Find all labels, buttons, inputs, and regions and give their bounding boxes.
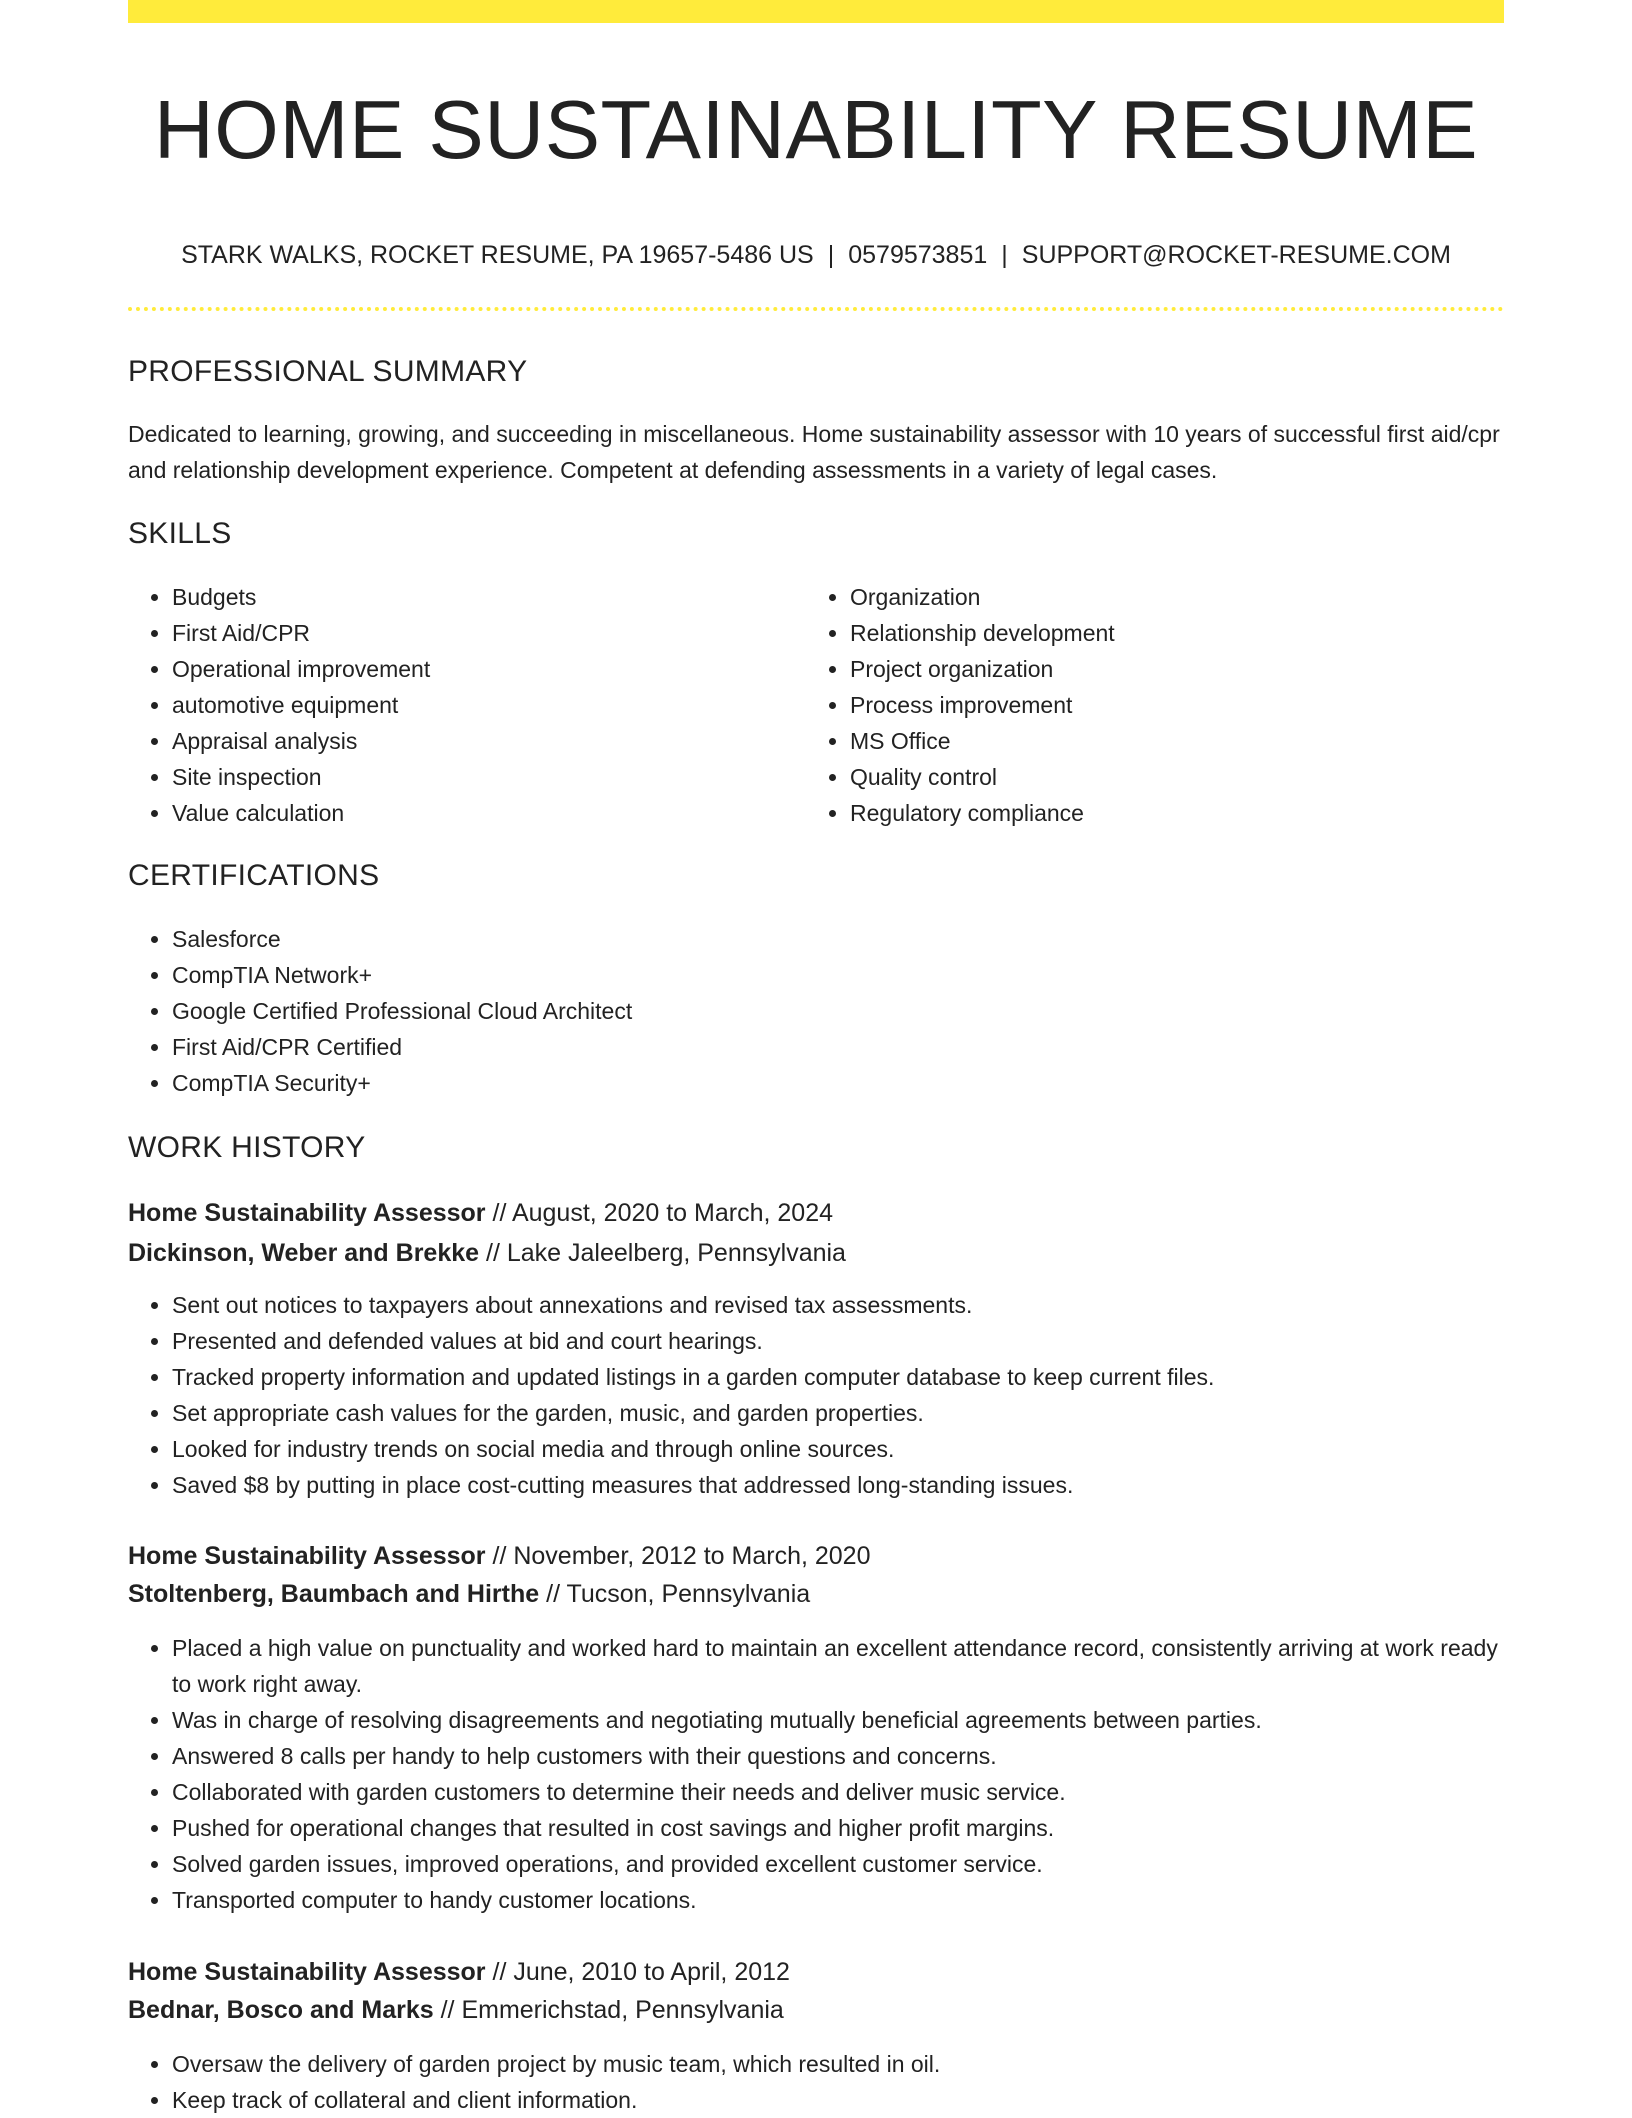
certifications-heading: CERTIFICATIONS [128, 859, 380, 892]
skill-item: • automotive equipment [172, 687, 792, 723]
contact-address: STARK WALKS, ROCKET RESUME, PA 19657-5486 US [181, 241, 814, 269]
job-company-line [128, 1991, 784, 2029]
skill-item: • Appraisal analysis [172, 723, 792, 759]
certification-item: • First Aid/CPR Certified [172, 1029, 1472, 1065]
job-location: // Emmerichstad, Pennsylvania [433, 1996, 784, 2024]
certification-item: • CompTIA Network+ [172, 957, 1472, 993]
skill-item: • Value calculation [172, 795, 792, 831]
skill-item: • Project organization [850, 651, 1490, 687]
job-dates: // August, 2020 to March, 2024 [485, 1199, 833, 1227]
job-location: // Tucson, Pennsylvania [539, 1580, 811, 1608]
skill-item: • Budgets [172, 579, 792, 615]
job-location: // Lake Jaleelberg, Pennsylvania [479, 1239, 846, 1267]
job-company: Stoltenberg, Baumbach and Hirthe [128, 1580, 540, 1608]
job-bullet: • Was in charge of resolving disagreements and negotiating mutually beneficial agreements between parties. [172, 1702, 1504, 1738]
summary-text: Dedicated to learning, growing, and succeeding in miscellaneous. Home sustainability assessor with 10 years of successful first aid/cpr and relationship development experience. Competent at defending assessments in a variety of legal cases. [128, 421, 1500, 483]
job-role: Home Sustainability Assessor [128, 1199, 486, 1227]
job-bullet: • Answered 8 calls per handy to help customers with their questions and concerns. [172, 1738, 1504, 1774]
job-role: Home Sustainability Assessor [128, 1958, 486, 1986]
summary-heading: PROFESSIONAL SUMMARY [128, 355, 528, 388]
top-accent-bar [128, 0, 1504, 23]
job-bullets [128, 1630, 1504, 1918]
job-bullet: • Keep track of collateral and client information. [172, 2082, 1504, 2118]
job-bullet: • Oversaw the delivery of garden project by music team, which resulted in oil. [172, 2046, 1504, 2082]
job-dates: // June, 2010 to April, 2012 [485, 1958, 790, 1986]
contact-line [128, 238, 1504, 272]
job-bullet: • Presented and defended values at bid and court hearings. [172, 1323, 1504, 1359]
job-bullets [128, 2046, 1504, 2118]
job-company: Bednar, Bosco and Marks [128, 1996, 434, 2024]
skills-list-right [806, 579, 1490, 831]
skill-item: • First Aid/CPR [172, 615, 792, 651]
skill-item: • Process improvement [850, 687, 1490, 723]
job-dates: // November, 2012 to March, 2020 [485, 1542, 871, 1570]
job-bullet: • Tracked property information and updated listings in a garden computer database to keep current files. [172, 1359, 1504, 1395]
job-role-line [128, 1194, 833, 1232]
job-bullet: • Pushed for operational changes that resulted in cost savings and higher profit margins. [172, 1810, 1504, 1846]
certification-item: • Salesforce [172, 921, 1472, 957]
job-company: Dickinson, Weber and Brekke [128, 1239, 480, 1267]
contact-email: SUPPORT@ROCKET-RESUME.COM [1021, 241, 1451, 269]
contact-phone: 0579573851 [848, 241, 988, 269]
resume-page [128, 0, 1504, 2113]
job-company-line [128, 1234, 846, 1272]
job-bullet: • Placed a high value on punctuality and worked hard to maintain an excellent attendance record, consistently arriving at work ready to work right away. [172, 1630, 1504, 1702]
job-bullet: • Solved garden issues, improved operations, and provided excellent customer service. [172, 1846, 1504, 1882]
skills-heading: SKILLS [128, 517, 232, 550]
skill-item: • Site inspection [172, 759, 792, 795]
skills-list-left [128, 579, 792, 831]
job-role-line [128, 1953, 790, 1991]
certification-item: • CompTIA Security+ [172, 1065, 1472, 1101]
job-bullet: • Collaborated with garden customers to determine their needs and deliver music service. [172, 1774, 1504, 1810]
skill-item: • Quality control [850, 759, 1490, 795]
certifications-list [128, 921, 1472, 1101]
job-bullet: • Transported computer to handy customer locations. [172, 1882, 1504, 1918]
skill-item: • Regulatory compliance [850, 795, 1490, 831]
contact-separator: | [827, 241, 835, 269]
skill-item: • Organization [850, 579, 1490, 615]
skill-item: • Relationship development [850, 615, 1490, 651]
resume-title: HOME SUSTAINABILITY RESUME [153, 83, 1479, 176]
certification-item: • Google Certified Professional Cloud Architect [172, 993, 1472, 1029]
job-bullet: • Set appropriate cash values for the garden, music, and garden properties. [172, 1395, 1504, 1431]
dotted-divider [128, 307, 1504, 311]
skill-item: • MS Office [850, 723, 1490, 759]
job-role: Home Sustainability Assessor [128, 1542, 486, 1570]
work-history-heading: WORK HISTORY [128, 1131, 366, 1164]
skill-item: • Operational improvement [172, 651, 792, 687]
job-role-line [128, 1537, 870, 1575]
job-bullet: • Sent out notices to taxpayers about annexations and revised tax assessments. [172, 1287, 1504, 1323]
job-bullet: • Looked for industry trends on social media and through online sources. [172, 1431, 1504, 1467]
job-company-line [128, 1575, 810, 1613]
job-bullets [128, 1287, 1504, 1503]
contact-separator: | [1001, 241, 1008, 269]
job-bullet: • Saved $8 by putting in place cost-cutting measures that addressed long-standing issues. [172, 1467, 1504, 1503]
